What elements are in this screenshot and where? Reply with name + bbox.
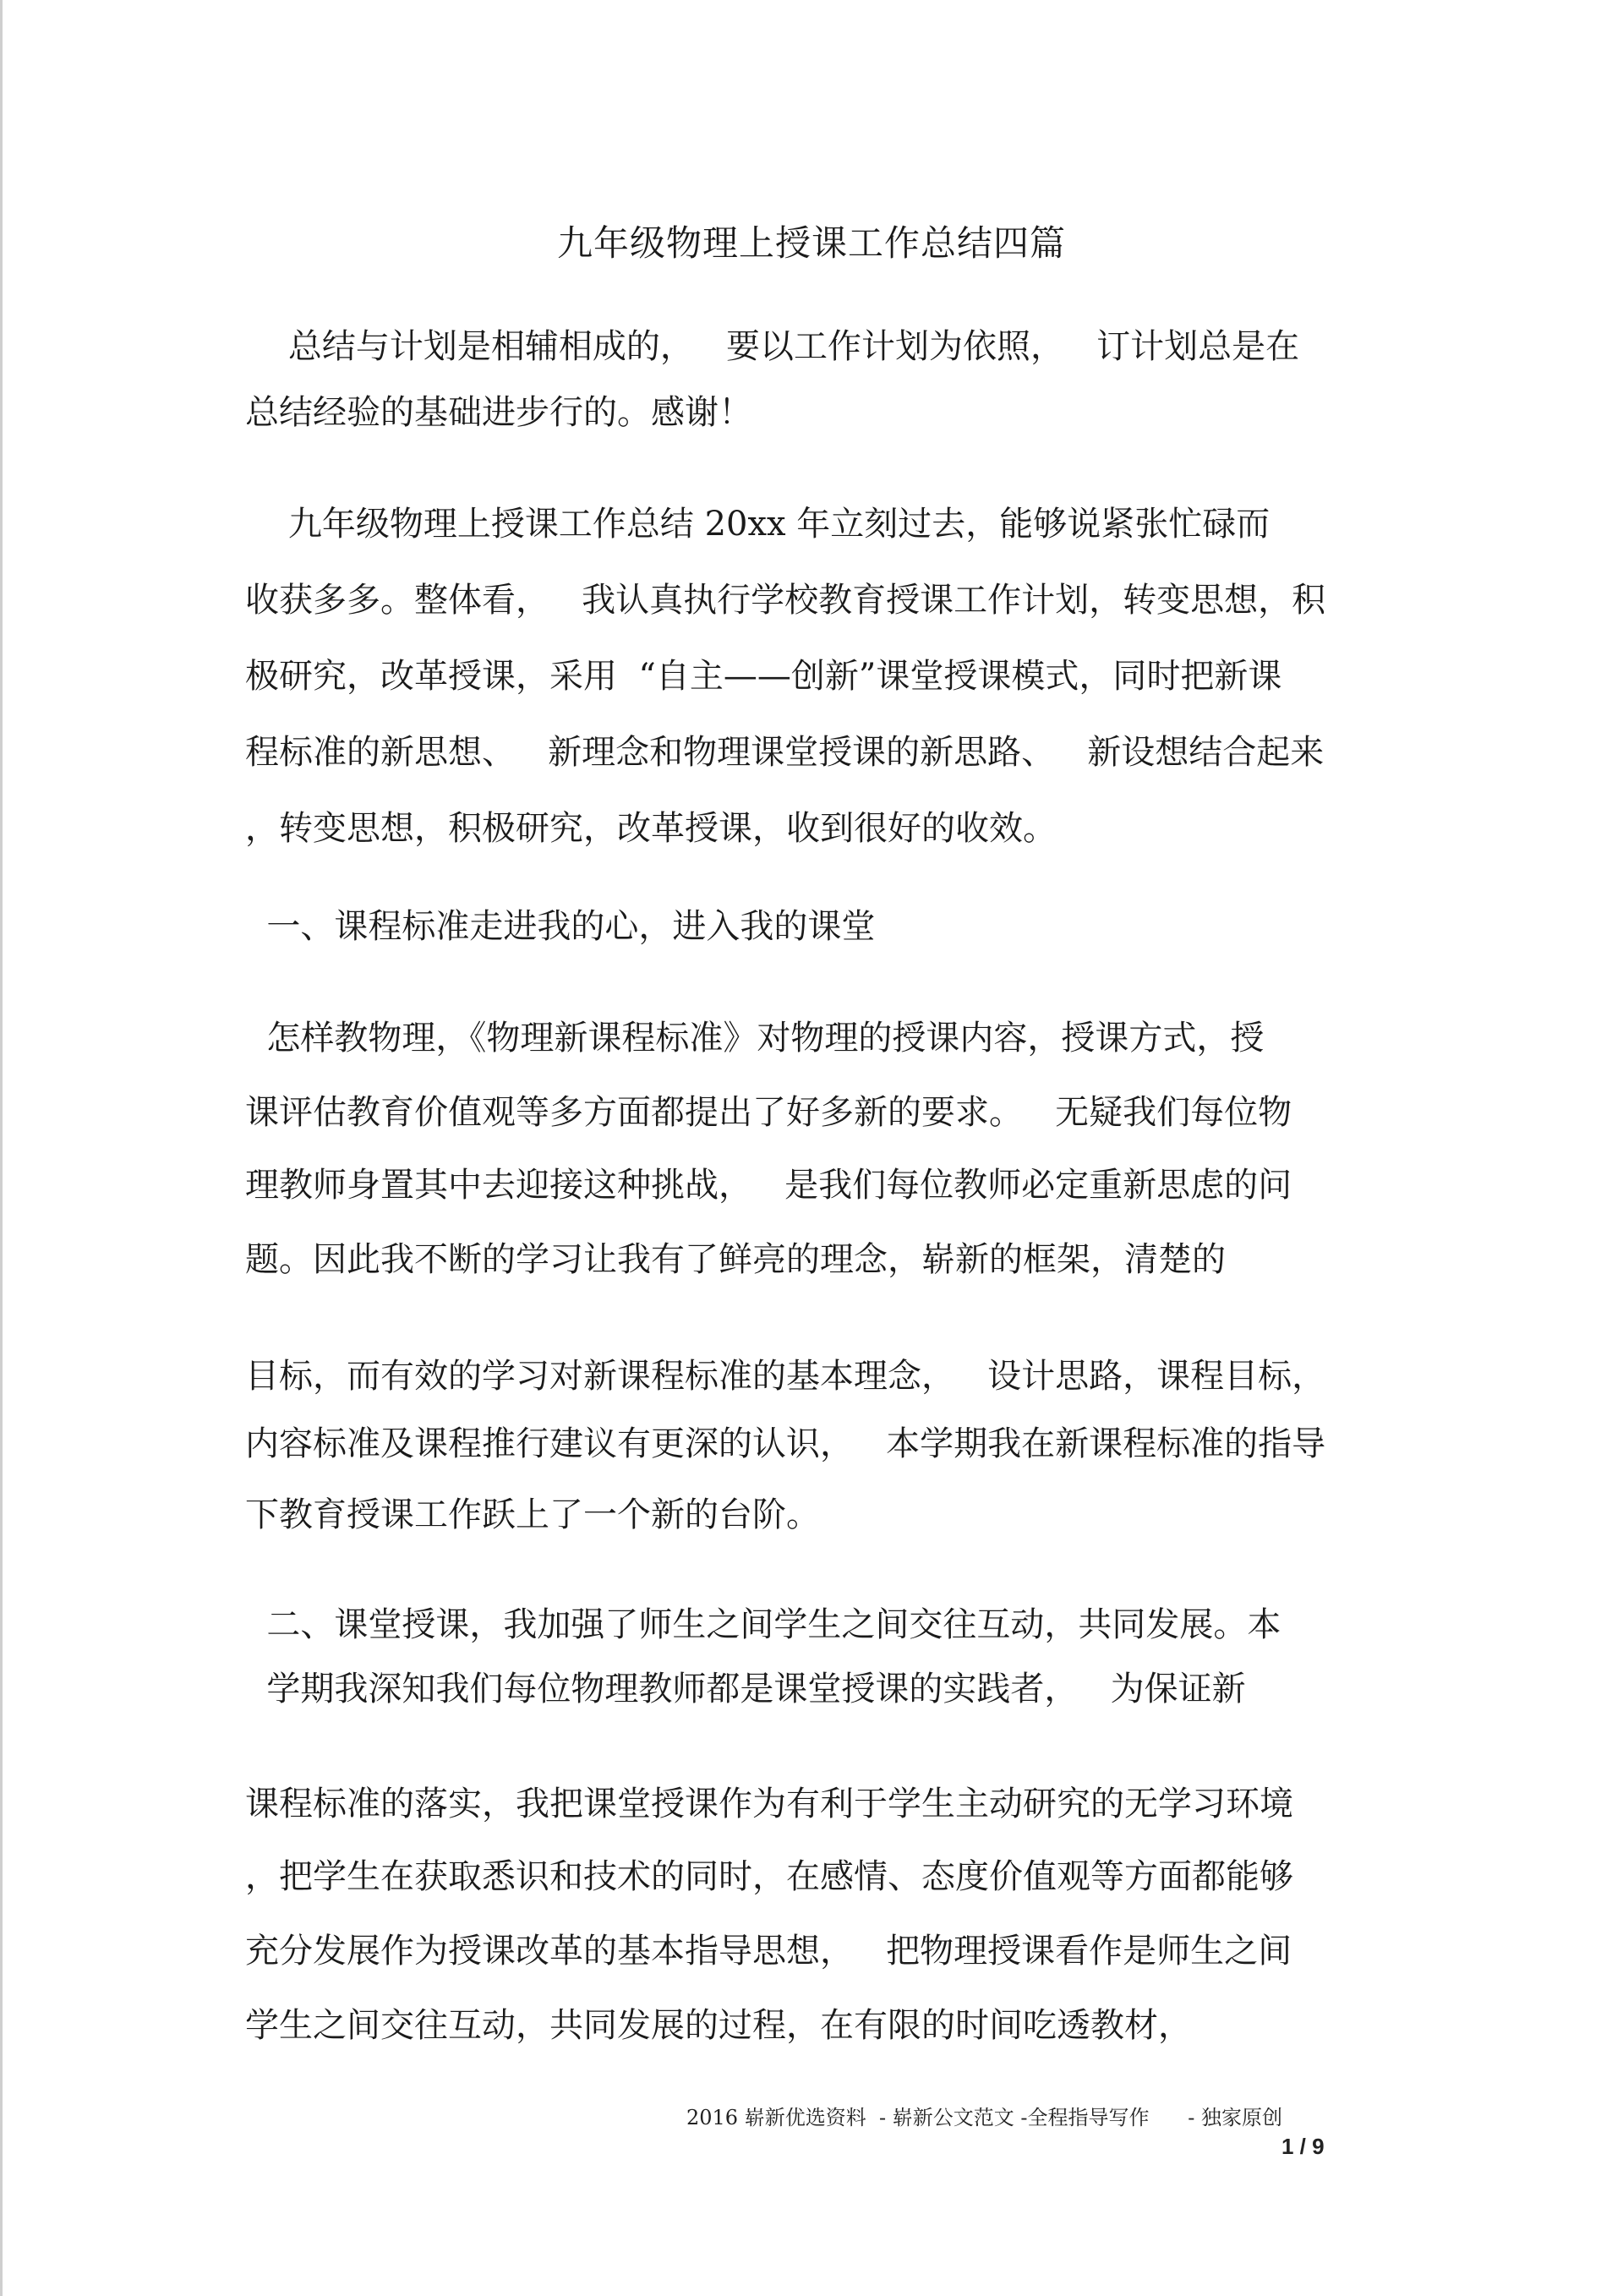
page-edge: [0, 0, 3, 2296]
section-heading-1: 一、课程标准走进我的心，进入我的课堂: [245, 907, 876, 946]
body-line-9: 课评估教育价值观等多方面都提出了好多新的要求。 无疑我们每位物: [245, 1093, 1292, 1132]
body-line-11: 题。因此我不断的学习让我有了鲜亮的理念，崭新的框架，清楚的: [245, 1240, 1226, 1279]
body-line-6: 程标准的新思想、 新理念和物理课堂授课的新思路、 新设想结合起来: [245, 733, 1325, 772]
body-line-19: 学生之间交往互动，共同发展的过程，在有限的时间吃透教材，: [245, 2006, 1192, 2045]
body-line-12: 目标，而有效的学习对新课程标准的基本理念， 设计思路，课程目标，: [245, 1357, 1326, 1396]
body-line-8: 怎样教物理，《物理新课程标准》对物理的授课内容，授课方式，授: [245, 1019, 1265, 1058]
body-line-7: ，转变思想，积极研究，改革授课，收到很好的收效。: [245, 809, 1057, 848]
body-line-17: ，把学生在获取悉识和技术的同时，在感情、态度价值观等方面都能够: [245, 1857, 1293, 1896]
body-line-10: 理教师身置其中去迎接这种挑战， 是我们每位教师必定重新思虑的问: [245, 1166, 1292, 1205]
body-line-18: 充分发展作为授课改革的基本指导思想， 把物理授课看作是师生之间: [245, 1932, 1292, 1971]
body-line-3: 九年级物理上授课工作总结 20xx 年立刻过去，能够说紧张忙碌而: [245, 505, 1271, 544]
body-line-1: 总结与计划是相辅相成的， 要以工作计划为依照， 订计划总是在: [245, 327, 1300, 366]
body-line-13: 内容标准及课程推行建议有更深的认识， 本学期我在新课程标准的指导: [245, 1424, 1326, 1463]
page-footer: 2016 崭新优选资料 - 崭新公文范文 -全程指导写作 - 独家原创: [686, 2106, 1282, 2129]
body-line-16: 课程标准的落实，我把课堂授课作为有利于学生主动研究的无学习环境: [245, 1785, 1293, 1823]
document-title: 九年级物理上授课工作总结四篇: [556, 222, 1066, 264]
page-number: 1 / 9: [1281, 2134, 1325, 2159]
body-line-4: 收获多多。整体看， 我认真执行学校教育授课工作计划，转变思想，积: [245, 581, 1326, 620]
body-line-15: 学期我深知我们每位物理教师都是课堂授课的实践者， 为保证新: [245, 1670, 1246, 1708]
body-line-2: 总结经验的基础进步行的。感谢！: [245, 393, 752, 432]
body-line-14: 下教育授课工作跃上了一个新的台阶。: [245, 1495, 820, 1534]
body-line-5: 极研究，改革授课，采用 “自主——创新”课堂授课模式，同时把新课: [245, 657, 1282, 696]
section-heading-2: 二、课堂授课，我加强了师生之间学生之间交往互动，共同发展。本: [245, 1605, 1281, 1644]
